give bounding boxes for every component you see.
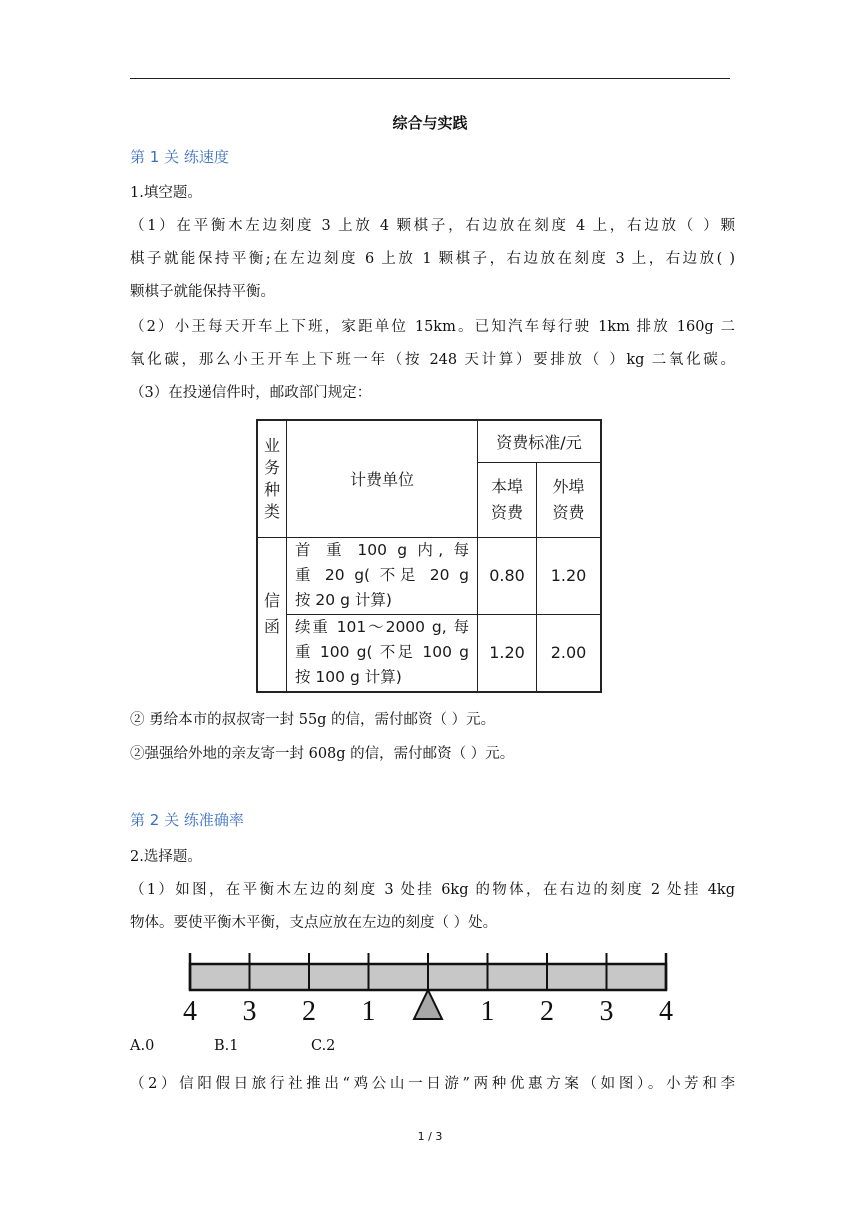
page-number: 1 / 3 — [417, 1130, 443, 1143]
header-remote-fee: 外埠 资费 — [537, 462, 602, 537]
section2-heading: 第 2 关 练准确率 — [130, 811, 244, 829]
balance-beam-figure — [178, 948, 678, 1028]
q1-p2-line2: 氧化碳，那么小王开车上下班一年（按 248 天计算）要排放（ ）kg 二氧化碳。 — [130, 352, 735, 368]
q1-p3: （3）在投递信件时，邮政部门规定： — [130, 385, 372, 401]
fulcrum-triangle — [414, 990, 442, 1019]
q2-p1-line2: 物体。要使平衡木平衡，支点应放在左边的刻度（ ）处。 — [130, 915, 498, 931]
option-c[interactable]: C.2 — [311, 1038, 336, 1054]
q1-p1-line2: 棋子就能保持平衡;在左边刻度 6 上放 1 颗棋子，右边放在刻度 3 上，右边放( ) — [130, 251, 735, 267]
q1-p3-b: ②强强给外地的亲友寄一封 608g 的信，需付邮资（ ）元。 — [130, 746, 515, 762]
q1-p3-a: ② 勇给本市的叔叔寄一封 55g 的信，需付邮资（ ）元。 — [130, 712, 496, 728]
q2-p2-line1: （2）信阳假日旅行社推出“鸡公山一日游”两种优惠方案（如图）。小芳和李 — [130, 1076, 735, 1092]
r1-remote-fee: 1.20 — [537, 537, 602, 614]
beam-label: 3 — [242, 996, 257, 1027]
row-type-letter: 信 函 — [257, 537, 287, 692]
beam-label: 1 — [361, 996, 376, 1027]
header-business-type: 业 务 种 类 — [257, 420, 287, 537]
header-rule — [130, 78, 730, 79]
page-title: 综合与实践 — [392, 114, 468, 132]
beam-label: 3 — [599, 996, 614, 1027]
header-fee-standard: 资费标准/元 — [478, 420, 602, 462]
r2-local-fee: 1.20 — [478, 614, 537, 692]
q2-p1-line1: （1）如图，在平衡木左边的刻度 3 处挂 6kg 的物体，在右边的刻度 2 处挂 4kg — [130, 882, 735, 898]
option-b[interactable]: B.1 — [214, 1038, 239, 1054]
q2-title: 2.选择题。 — [130, 849, 202, 865]
beam-label: 2 — [302, 996, 316, 1027]
r1-local-fee: 0.80 — [478, 537, 537, 614]
q1-p1-line1: （1）在平衡木左边刻度 3 上放 4 颗棋子，右边放在刻度 4 上，右边放（ ）颗 — [130, 218, 735, 234]
postage-table — [256, 419, 602, 691]
beam-label: 4 — [659, 996, 673, 1027]
option-a[interactable]: A.0 — [130, 1038, 155, 1054]
rule-additional-weight: 续重 101～2000 g, 每 重 100 g( 不足 100 g 按 100 g 计算) — [287, 614, 478, 692]
q1-title: 1.填空题。 — [130, 185, 202, 201]
header-local-fee: 本埠 资费 — [478, 462, 537, 537]
rule-first-weight: 首 重 100 g 内, 每 重 20 g( 不足 20 g 按 20 g 计算) — [287, 537, 478, 614]
beam-label: 4 — [183, 996, 197, 1027]
header-billing-unit: 计费单位 — [287, 420, 478, 537]
q1-p1-line3: 颗棋子就能保持平衡。 — [130, 284, 275, 300]
q1-p2-line1: （2）小王每天开车上下班，家距单位 15km。已知汽车每行驶 1km 排放 160g 二 — [130, 319, 735, 335]
beam-label: 1 — [480, 996, 495, 1027]
section1-heading: 第 1 关 练速度 — [130, 148, 229, 166]
beam-label: 2 — [540, 996, 554, 1027]
r2-remote-fee: 2.00 — [537, 614, 602, 692]
